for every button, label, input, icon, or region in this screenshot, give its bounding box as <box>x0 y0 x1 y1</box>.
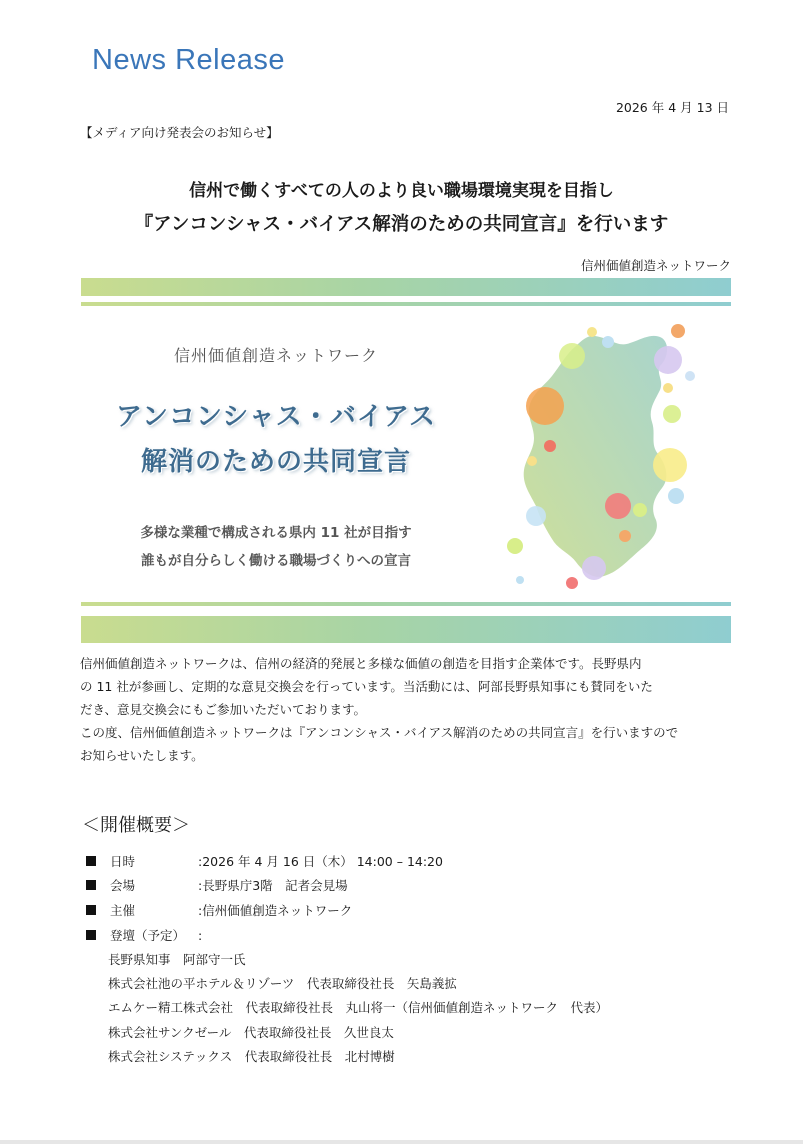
issuer-name: 信州価値創造ネットワーク <box>580 258 731 273</box>
overview-item-organizer <box>86 901 352 919</box>
overview-value: : <box>198 927 203 943</box>
intro-line: の 11 社が参画し、定期的な意見交換会を行っています。当活動には、阿部長野県知事にも賛同をいた <box>80 679 653 694</box>
speaker-item: 株式会社池の平ホテル＆リゾーツ 代表取締役社長 矢島義拡 <box>108 976 457 991</box>
overview-label: 登壇（予定） <box>110 928 186 943</box>
banner-bottom-line <box>81 602 731 606</box>
bullet-square-icon <box>86 856 96 866</box>
speaker-item: 株式会社システックス 代表取締役社長 北村博樹 <box>108 1049 395 1064</box>
overview-heading: ＜開催概要＞ <box>82 815 190 836</box>
banner-bottom-bar <box>81 616 731 643</box>
nagano-map-shape <box>524 336 667 577</box>
overview-value: :2026 年 4 月 16 日（木） 14:00 – 14:20 <box>198 854 443 869</box>
release-date: 2026 年 4 月 13 日 <box>615 100 729 115</box>
banner-subtitle-line-1: 多様な業種で構成される県内 11 社が目指す <box>140 525 412 541</box>
headline-line-2: 『アンコンシャス・バイアス解消のための共同宣言』を行います <box>134 214 669 235</box>
overview-item-datetime <box>86 852 443 870</box>
bullet-square-icon <box>86 905 96 915</box>
banner-title-line-2: 解消のための共同宣言 <box>140 447 411 477</box>
overview-label: 日時 <box>110 854 136 869</box>
overview-item-venue <box>86 876 348 894</box>
overview-value: :長野県庁3階 記者会見場 <box>198 878 348 893</box>
banner-org-name: 信州価値創造ネットワーク <box>173 346 378 365</box>
banner-top-line <box>81 302 731 306</box>
overview-value: :信州価値創造ネットワーク <box>198 903 353 918</box>
bullet-square-icon <box>86 930 96 940</box>
overview-label: 主催 <box>110 903 136 918</box>
speaker-item: エムケー精工株式会社 代表取締役社長 丸山将一（信州価値創造ネットワーク 代表） <box>108 1000 609 1015</box>
bullet-square-icon <box>86 880 96 890</box>
intro-line: この度、信州価値創造ネットワークは『アンコンシャス・バイアス解消のための共同宣言』を行いますので <box>80 725 679 740</box>
speaker-item: 株式会社サンクゼール 代表取締役社長 久世良太 <box>108 1025 394 1040</box>
overview-label: 会場 <box>110 878 136 893</box>
banner-title-line-1: アンコンシャス・バイアス <box>116 402 436 432</box>
media-notice: 【メディア向け発表会のお知らせ】 <box>80 125 279 140</box>
news-release-logo: News Release <box>92 44 285 76</box>
speaker-item: 長野県知事 阿部守一氏 <box>108 952 246 967</box>
intro-line: お知らせいたします。 <box>80 748 204 763</box>
banner-subtitle-line-2: 誰もが自分らしく働ける職場づくりへの宣言 <box>141 553 411 569</box>
page-bottom-edge <box>0 1140 803 1144</box>
banner-top-bar <box>81 278 731 296</box>
intro-paragraph <box>80 652 732 767</box>
nagano-map-illustration <box>500 318 730 598</box>
overview-item-speakers <box>86 926 202 944</box>
headline-line-1: 信州で働くすべての人のより良い職場環境実現を目指し <box>189 181 614 201</box>
intro-line: だき、意見交換会にもご参加いただいております。 <box>80 702 367 717</box>
intro-line: 信州価値創造ネットワークは、信州の経済的発展と多様な価値の創造を目指す企業体です。長野県内 <box>80 656 642 671</box>
